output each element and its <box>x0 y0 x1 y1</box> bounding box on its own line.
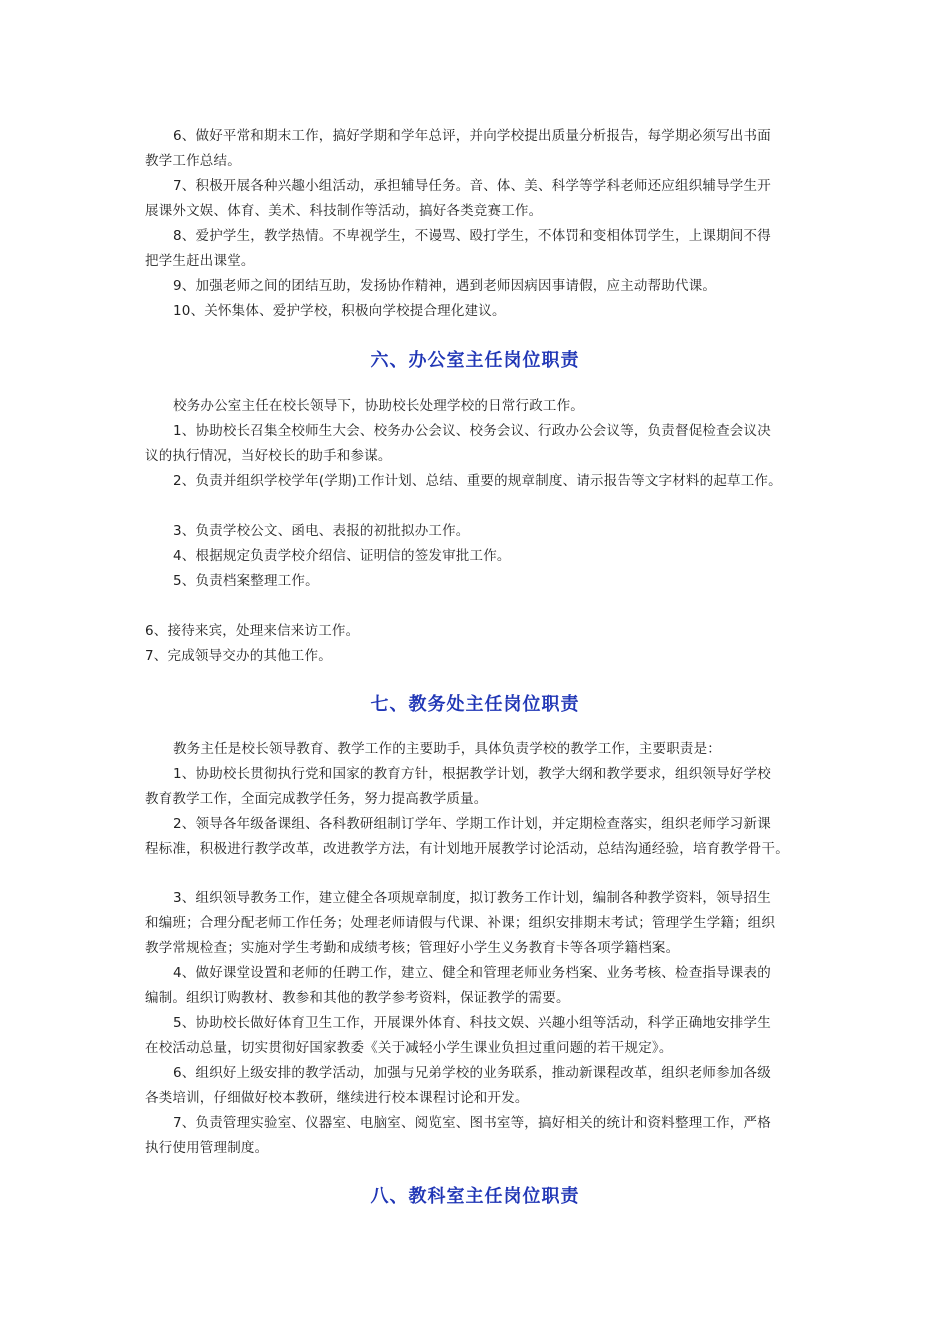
paragraph-line: 4、做好课堂设置和老师的任聘工作，建立、健全和管理老师业务档案、业务考核、检查指导课表的 <box>173 965 771 981</box>
paragraph-line: 7、完成领导交办的其他工作。 <box>145 648 332 664</box>
paragraph-line: 8、爱护学生，教学热情。不卑视学生，不谩骂、殴打学生，不体罚和变相体罚学生，上课期间不得 <box>173 228 771 244</box>
paragraph-line: 6、组织好上级安排的教学活动，加强与兄弟学校的业务联系，推动新课程改革，组织老师参加各级 <box>173 1065 771 1081</box>
paragraph-line: 9、加强老师之间的团结互助，发扬协作精神，遇到老师因病因事请假，应主动帮助代课。 <box>173 278 717 294</box>
paragraph-line: 各类培训，仔细做好校本教研，继续进行校本课程讨论和开发。 <box>145 1090 529 1106</box>
paragraph-line: 5、协助校长做好体育卫生工作，开展课外体育、科技文娱、兴趣小组等活动，科学正确地安排学生 <box>173 1015 771 1031</box>
paragraph-line: 2、负责并组织学校学年(学期)工作计划、总结、重要的规章制度、请示报告等文字材料的起草工作。 <box>173 473 782 489</box>
paragraph-line: 和编班；合理分配老师工作任务；处理老师请假与代课、补课；组织安排期末考试；管理学生学籍；组织 <box>145 915 776 931</box>
paragraph-line: 1、协助校长召集全校师生大会、校务办公会议、校务会议、行政办公会议等，负责督促检查会议决 <box>173 423 771 439</box>
paragraph-line: 7、积极开展各种兴趣小组活动，承担辅导任务。音、体、美、科学等学科老师还应组织辅导学生开 <box>173 178 771 194</box>
paragraph-line: 3、负责学校公文、函电、表报的初批拟办工作。 <box>173 523 470 539</box>
paragraph-line: 教育教学工作，全面完成教学任务，努力提高教学质量。 <box>145 791 488 807</box>
paragraph-line: 3、组织领导教务工作，建立健全各项规章制度，拟订教务工作计划，编制各种教学资料，领导招生 <box>173 890 771 906</box>
paragraph-line: 1、协助校长贯彻执行党和国家的教育方针，根据教学计划，教学大纲和教学要求，组织领导好学校 <box>173 766 771 782</box>
paragraph-line: 编制。组织订购教材、教参和其他的教学参考资料，保证教学的需要。 <box>145 990 570 1006</box>
section-heading-6: 六、办公室主任岗位职责 <box>370 350 580 371</box>
paragraph-line: 教务主任是校长领导教育、教学工作的主要助手，具体负责学校的教学工作，主要职责是： <box>173 741 721 757</box>
paragraph-line: 在校活动总量，切实贯彻好国家教委《关于减轻小学生课业负担过重问题的若干规定》。 <box>145 1040 673 1056</box>
paragraph-line: 程标准，积极进行教学改革，改进教学方法，有计划地开展教学讨论活动，总结沟通经验，培育教学骨干。 <box>145 841 789 857</box>
section-heading-7: 七、教务处主任岗位职责 <box>370 694 580 715</box>
paragraph-line: 教学常规检查；实施对学生考勤和成绩考核；管理好小学生义务教育卡等各项学籍档案。 <box>145 940 680 956</box>
paragraph-line: 4、根据规定负责学校介绍信、证明信的签发审批工作。 <box>173 548 511 564</box>
paragraph-line: 教学工作总结。 <box>145 153 241 169</box>
paragraph-line: 5、负责档案整理工作。 <box>173 573 319 589</box>
section-heading-8: 八、教科室主任岗位职责 <box>370 1186 580 1207</box>
paragraph-line: 2、领导各年级备课组、各科教研组制订学年、学期工作计划，并定期检查落实，组织老师学习新课 <box>173 816 771 832</box>
paragraph-line: 执行使用管理制度。 <box>145 1140 269 1156</box>
paragraph-line: 校务办公室主任在校长领导下，协助校长处理学校的日常行政工作。 <box>173 398 584 414</box>
paragraph-line: 展课外文娱、体育、美术、科技制作等活动，搞好各类竞赛工作。 <box>145 203 543 219</box>
paragraph-line: 议的执行情况，当好校长的助手和参谋。 <box>145 448 392 464</box>
paragraph-line: 10、关怀集体、爱护学校，积极向学校提合理化建议。 <box>173 303 506 319</box>
paragraph-line: 把学生赶出课堂。 <box>145 253 255 269</box>
paragraph-line: 6、做好平常和期末工作，搞好学期和学年总评，并向学校提出质量分析报告，每学期必须写出书面 <box>173 128 771 144</box>
paragraph-line: 7、负责管理实验室、仪器室、电脑室、阅览室、图书室等，搞好相关的统计和资料整理工作，严格 <box>173 1115 771 1131</box>
paragraph-line: 6、接待来宾，处理来信来访工作。 <box>145 623 360 639</box>
